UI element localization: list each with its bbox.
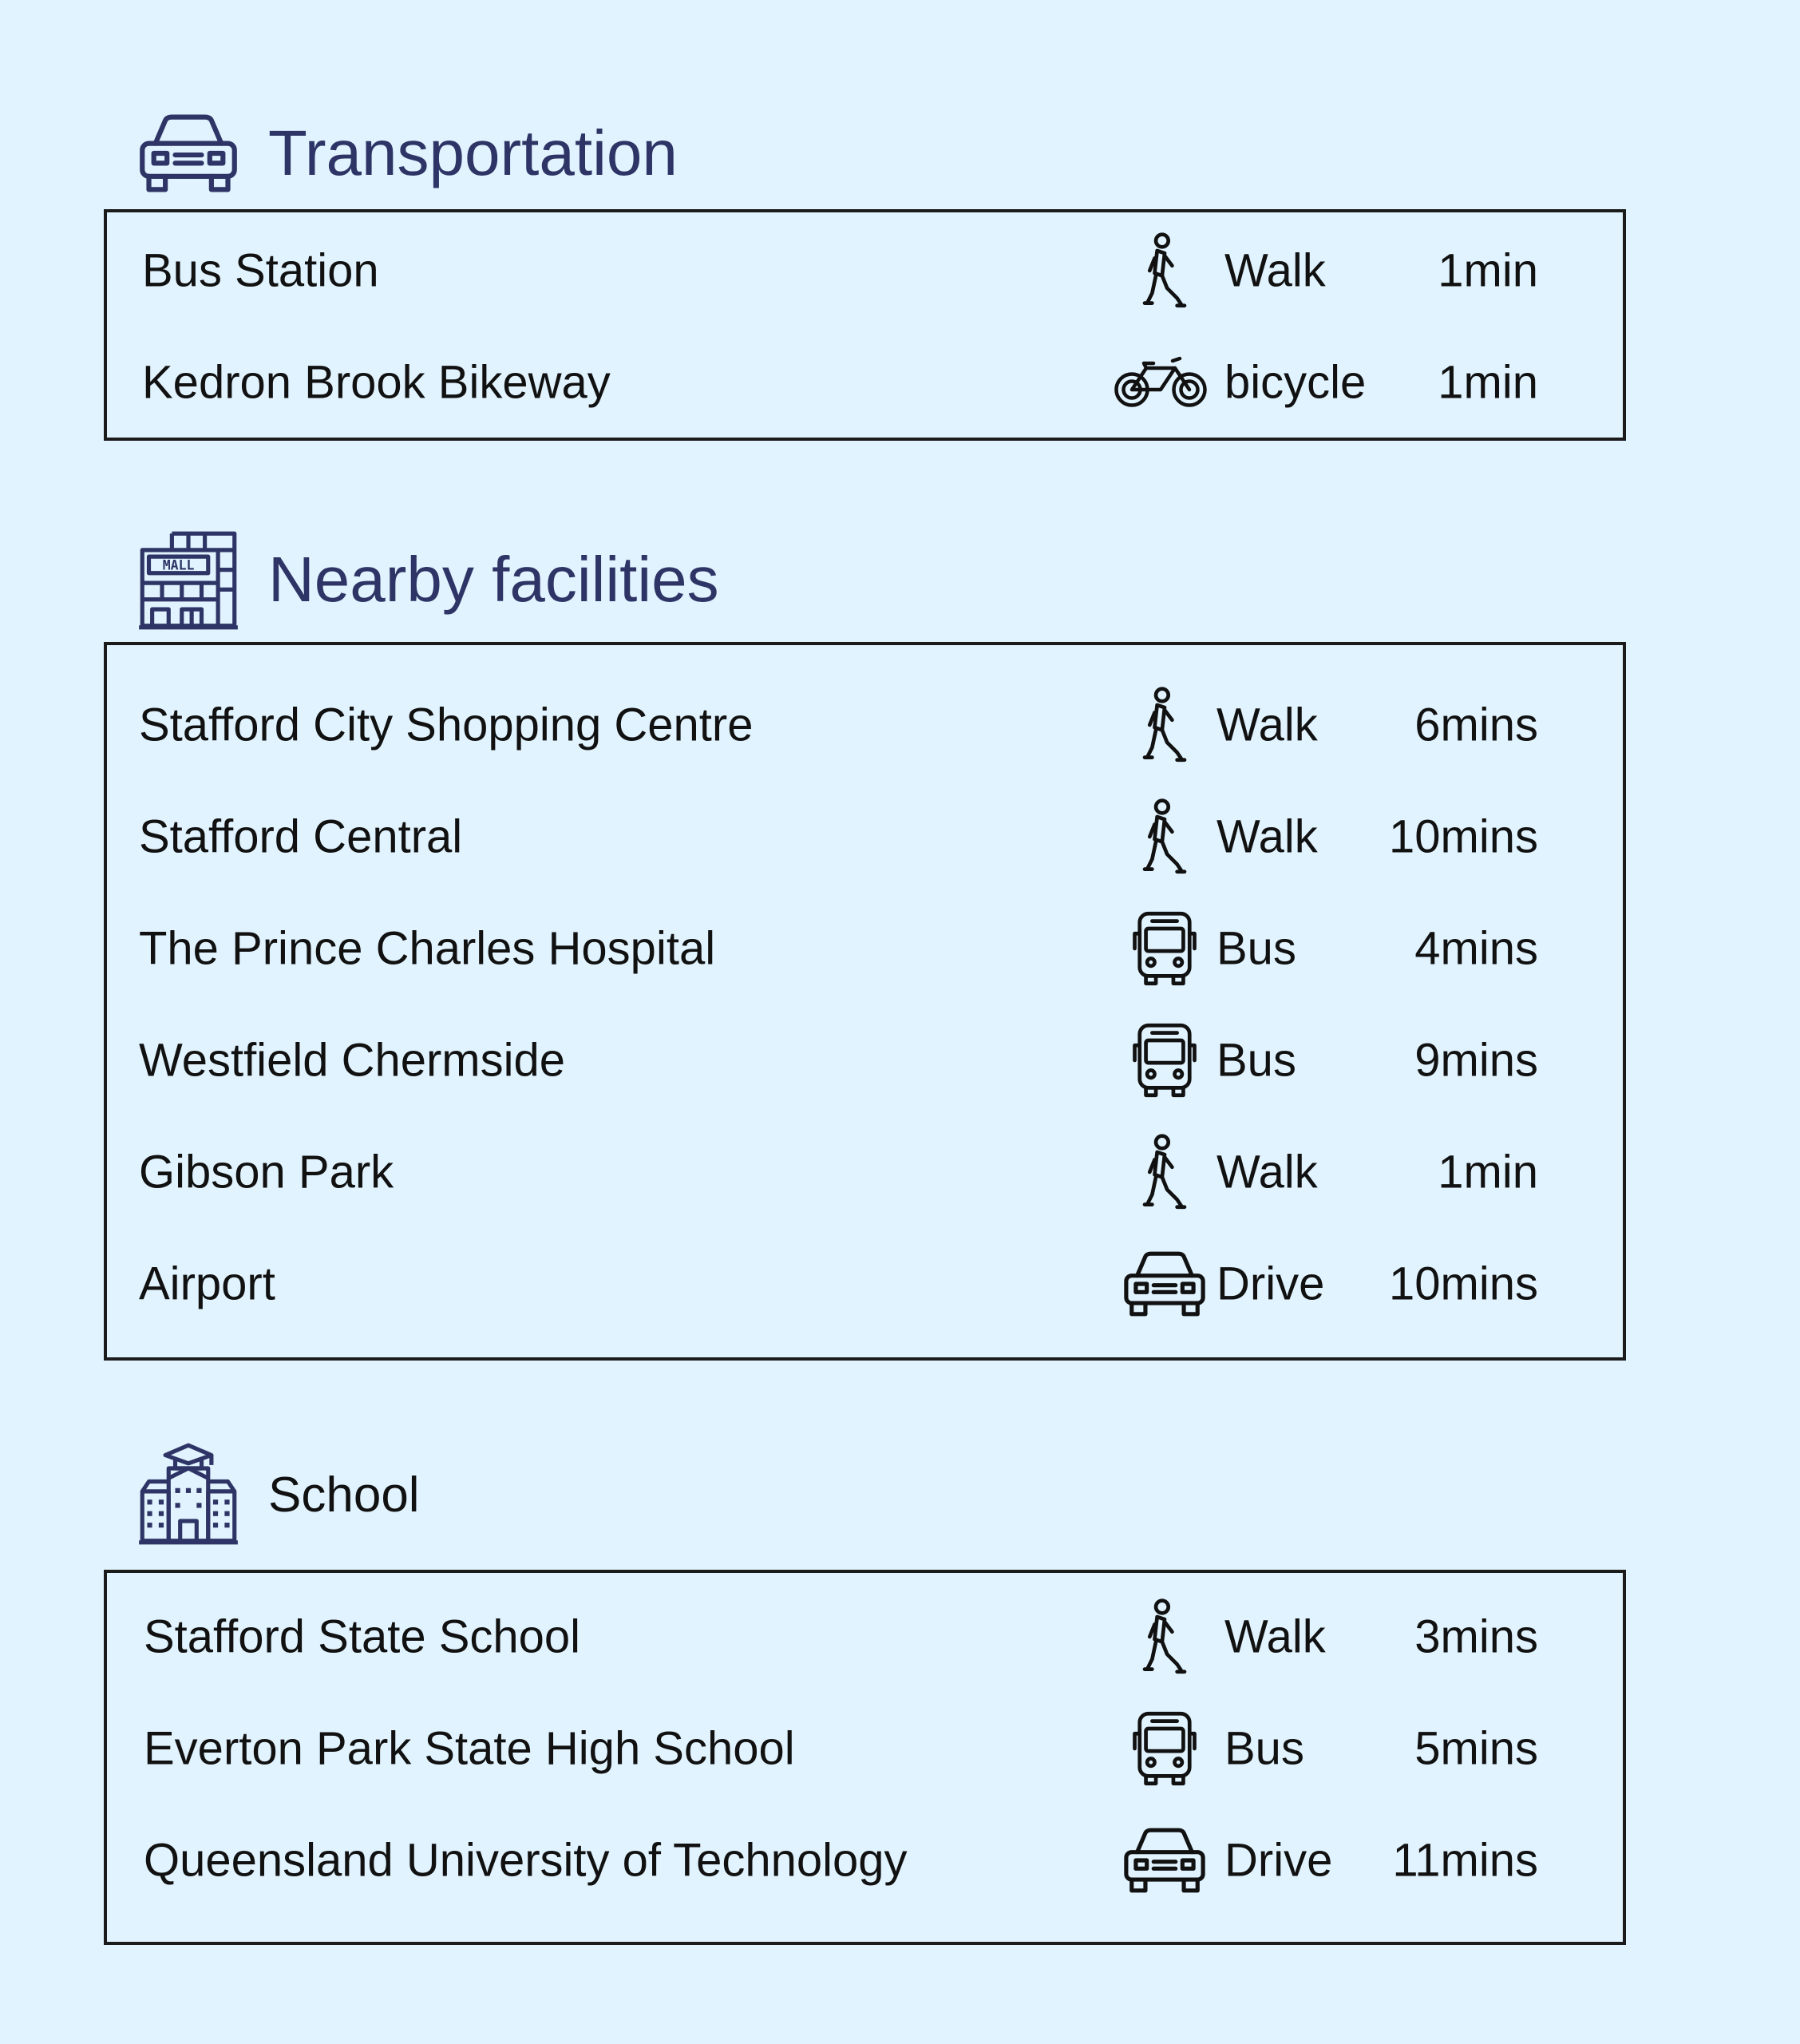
travel-mode: Bus bbox=[1216, 1034, 1296, 1087]
place-name: Gibson Park bbox=[139, 1146, 394, 1198]
place-name: Stafford Central bbox=[139, 810, 463, 863]
travel-mode: Bus bbox=[1216, 922, 1296, 975]
bicycle-icon bbox=[1113, 343, 1209, 422]
school-building-icon bbox=[136, 1442, 241, 1547]
transportation-box bbox=[104, 209, 1626, 441]
bus-icon bbox=[1121, 1020, 1209, 1100]
travel-mode: Bus bbox=[1224, 1722, 1304, 1775]
travel-time: 4mins bbox=[1414, 922, 1538, 975]
school-header bbox=[136, 1442, 420, 1547]
walking-person-icon bbox=[1121, 1132, 1209, 1212]
place-name: Westfield Chermside bbox=[139, 1034, 566, 1087]
travel-mode: Walk bbox=[1224, 244, 1326, 297]
travel-time: 10mins bbox=[1389, 1258, 1538, 1310]
place-name: Stafford City Shopping Centre bbox=[139, 699, 754, 751]
travel-time: 9mins bbox=[1414, 1034, 1538, 1087]
bus-icon bbox=[1121, 1709, 1209, 1788]
place-name: Airport bbox=[139, 1258, 275, 1310]
list-item bbox=[107, 1020, 1623, 1100]
list-item bbox=[107, 685, 1623, 765]
list-item bbox=[107, 231, 1623, 311]
travel-time: 6mins bbox=[1414, 699, 1538, 751]
list-item bbox=[107, 1132, 1623, 1212]
travel-mode: Walk bbox=[1216, 699, 1318, 751]
walking-person-icon bbox=[1121, 1597, 1209, 1677]
section-title: School bbox=[268, 1467, 420, 1523]
place-name: The Prince Charles Hospital bbox=[139, 922, 716, 975]
list-item bbox=[107, 1820, 1623, 1900]
place-name: Bus Station bbox=[142, 244, 379, 297]
facilities-box bbox=[104, 642, 1626, 1361]
school-box bbox=[104, 1570, 1626, 1945]
travel-time: 1min bbox=[1438, 1146, 1538, 1198]
travel-mode: bicycle bbox=[1224, 356, 1367, 409]
place-name: Queensland University of Technology bbox=[144, 1834, 908, 1887]
travel-time: 5mins bbox=[1414, 1722, 1538, 1775]
travel-mode: Walk bbox=[1216, 1146, 1318, 1198]
walking-person-icon bbox=[1121, 797, 1209, 877]
mall-building-icon bbox=[136, 527, 241, 632]
list-item bbox=[107, 909, 1623, 988]
list-item bbox=[107, 1244, 1623, 1324]
place-name: Kedron Brook Bikeway bbox=[142, 356, 611, 409]
travel-time: 3mins bbox=[1414, 1610, 1538, 1663]
facilities-header bbox=[136, 527, 719, 632]
walking-person-icon bbox=[1121, 231, 1209, 311]
car-icon bbox=[136, 101, 241, 206]
section-title: Transportation bbox=[268, 117, 678, 188]
travel-mode: Walk bbox=[1224, 1610, 1326, 1663]
place-name: Everton Park State High School bbox=[144, 1722, 795, 1775]
travel-time: 10mins bbox=[1389, 810, 1538, 863]
car-icon bbox=[1121, 1244, 1209, 1324]
list-item bbox=[107, 1597, 1623, 1677]
list-item bbox=[107, 1709, 1623, 1788]
section-title: Nearby facilities bbox=[268, 544, 719, 615]
place-name: Stafford State School bbox=[144, 1610, 581, 1663]
list-item bbox=[107, 797, 1623, 877]
bus-icon bbox=[1121, 909, 1209, 988]
travel-mode: Drive bbox=[1224, 1834, 1333, 1887]
travel-time: 11mins bbox=[1392, 1834, 1538, 1887]
travel-mode: Drive bbox=[1216, 1258, 1325, 1310]
travel-mode: Walk bbox=[1216, 810, 1318, 863]
travel-time: 1min bbox=[1438, 244, 1538, 297]
transportation-header bbox=[136, 101, 678, 206]
list-item bbox=[107, 343, 1623, 422]
car-icon bbox=[1121, 1820, 1209, 1900]
travel-time: 1min bbox=[1438, 356, 1538, 409]
walking-person-icon bbox=[1121, 685, 1209, 765]
